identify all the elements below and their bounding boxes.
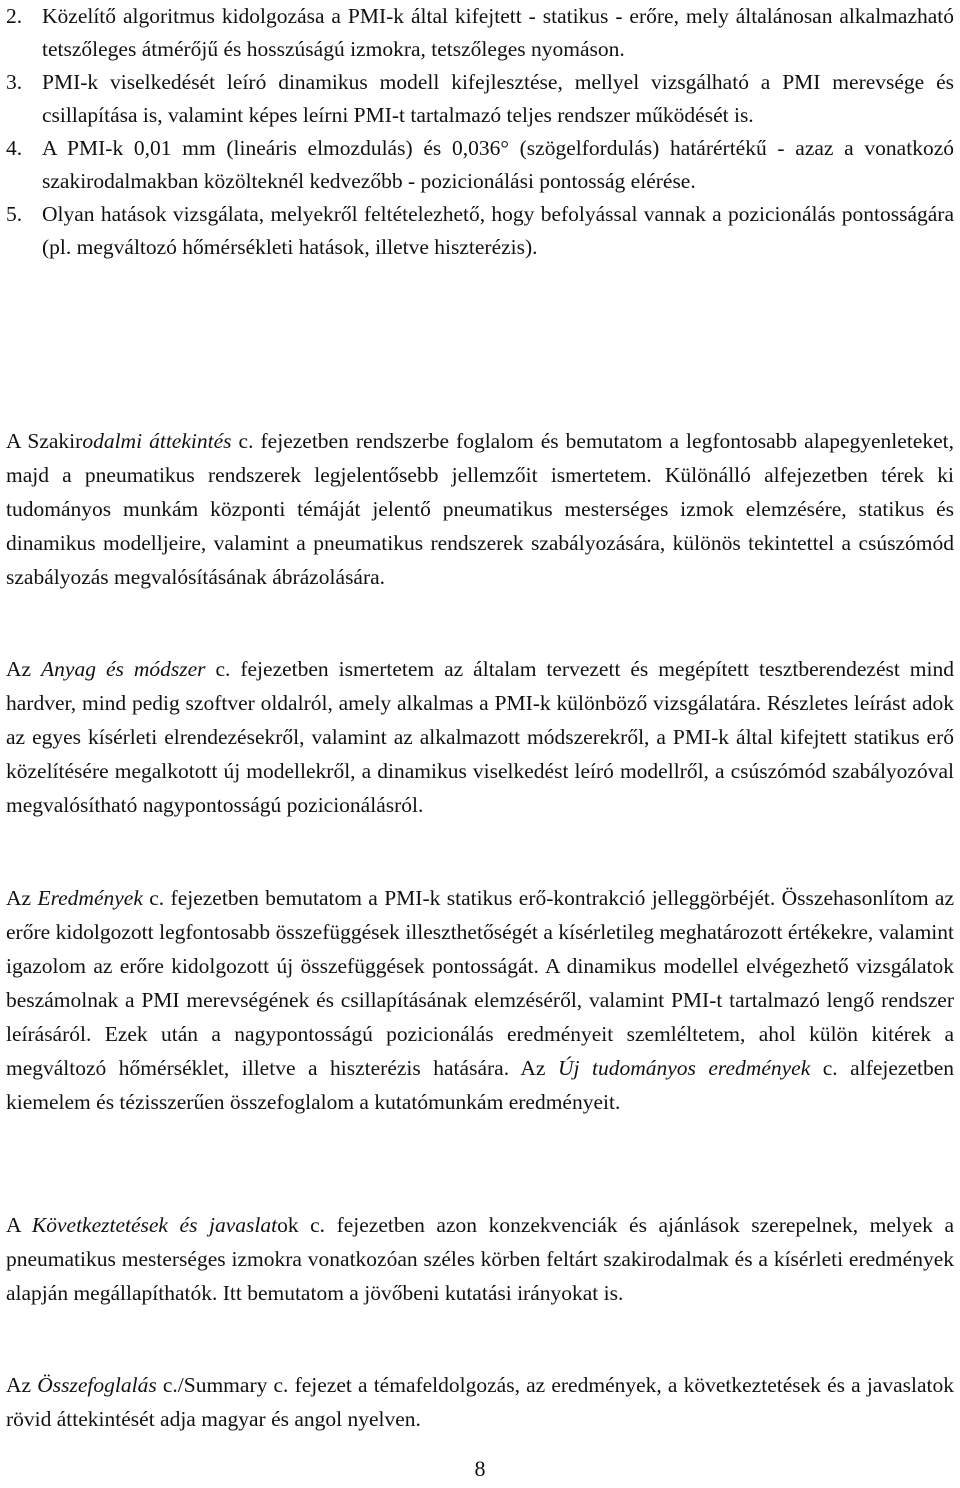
list-item-text: Közelítő algoritmus kidolgozása a PMI-k által kifejtett - statikus - erőre, mely általánosan alkalmazható tetszőleges átmérőjű és hosszúságú izmokra, tetszőleges nyomáson. — [42, 4, 954, 61]
paragraph-kovetkeztetesek — [6, 1208, 954, 1310]
chapter-title-italic: odalmi áttekintés — [82, 429, 232, 453]
paragraph-text: c. fejezetben rendszerbe foglalom és bemutatom a legfontosabb alapegyenleteket, majd a pneumatikus rendszerek legjelentősebb jellemzőit ismertetem. Különálló alfejezetben térek ki tudományos munkám központi témáját jelentő pneumatikus mesterséges izmok elemzésére, statikus és dinamikus modelljeire, valamint a pneumatikus rendszerek szabályozására, különös tekintettel a csúszómód szabályozás megvalósításának ábrázolására. — [6, 429, 954, 589]
paragraph-text: c./Summary c. fejezet a témafeldolgozás, az eredmények, a következtetések és a javaslatok rövid áttekintését adja magyar és angol nyelven. — [6, 1373, 954, 1431]
paragraph-szakirodalmi-attekintes — [6, 424, 954, 594]
paragraph-text: Az — [6, 886, 38, 910]
list-item — [6, 66, 954, 132]
paragraph-text: A — [6, 1213, 32, 1237]
list-item-text: A PMI-k 0,01 mm (lineáris elmozdulás) és 0,036° (szögelfordulás) határértékű - azaz a vonatkozó szakirodalmakban közölteknél kedvezőbb - pozicionálási pontosság elérése. — [42, 136, 954, 193]
list-item-number: 4. — [6, 136, 23, 160]
list-item-number: 2. — [6, 4, 23, 28]
list-item-number: 3. — [6, 70, 23, 94]
chapter-title-italic: Anyag és módszer — [41, 657, 206, 681]
chapter-title-italic: Összefoglalás — [37, 1373, 157, 1397]
list-item — [6, 132, 954, 198]
paragraph-text: Az — [6, 1373, 38, 1397]
list-item-text: PMI-k viselkedését leíró dinamikus modell kifejlesztése, mellyel vizsgálható a PMI merevsége és csillapítása is, valamint képes leírni PMI-t tartalmazó teljes rendszer működését is. — [42, 70, 954, 127]
objectives-list — [6, 0, 954, 264]
paragraph-text: c. fejezetben ismertetem az általam tervezett és megépített tesztberendezést mind hardver, mind pedig szoftver oldalról, amely alkalmas a PMI-k különböző vizsgálatára. Részletes leírást adok az egyes kísérleti elrendezésekről, valamint az alkalmazott módszerekről, a PMI-k által kifejtett statikus erő közelítésére megalkotott új modellekről, a dinamikus viselkedést leíró modellről, a csúszómód szabályozóval megvalósítható nagypontosságú pozicionálásról. — [6, 657, 954, 817]
paragraph-text: A Szakir — [6, 429, 83, 453]
subchapter-title-italic: Új tudományos eredmények — [557, 1056, 811, 1080]
paragraph-eredmenyek — [6, 881, 954, 1119]
list-item — [6, 198, 954, 264]
paragraph-osszefoglalas — [6, 1368, 954, 1436]
list-item-text: Olyan hatások vizsgálata, melyekről feltételezhető, hogy befolyással vannak a pozicionálás pontosságára (pl. megváltozó hőmérsékleti hatások, illetve hiszterézis). — [42, 202, 954, 259]
paragraph-text: Az — [6, 657, 42, 681]
paragraph-text: ok c. fejezetben azon konzekvenciák és ajánlások szerepelnek, melyek a pneumatikus mesterséges izmokra vonatkozóan széles körben feltárt szakirodalmak és a kísérleti eredmények alapján megállapíthatók. Itt bemutatom a jövőbeni kutatási irányokat is. — [6, 1213, 954, 1305]
paragraph-text: c. fejezetben bemutatom a PMI-k statikus erő-kontrakció jelleggörbéjét. Összehasonlítom az erőre kidolgozott legfontosabb összefüggések illeszthetőségét a kísérletileg meghatározott értékekre, valamint igazolom az erőre kidolgozott új összefüggések pontosságát. A dinamikus modellel elvégezhető vizsgálatok beszámolnak a PMI merevségének és csillapításának elemzéséről, valamint PMI-t tartalmazó lengő rendszer leírásáról. Ezek után a nagypontosságú pozicionálás eredményeit szemléltetem, ahol külön kitérek a megváltozó hőmérséklet, illetve a hiszterézis hatására. Az — [6, 886, 954, 1080]
list-item — [6, 0, 954, 66]
paragraph-text: c. alfejezetben kiemelem és tézisszerűen összefoglalom a kutatómunkám eredményeit. — [6, 1056, 955, 1114]
chapter-title-italic: Eredmények — [37, 886, 143, 910]
list-item-number: 5. — [6, 202, 23, 226]
page-number: 8 — [474, 1456, 486, 1481]
paragraph-anyag-es-modszer — [6, 652, 954, 822]
chapter-title-italic: Következtetések és javaslat — [31, 1213, 278, 1237]
